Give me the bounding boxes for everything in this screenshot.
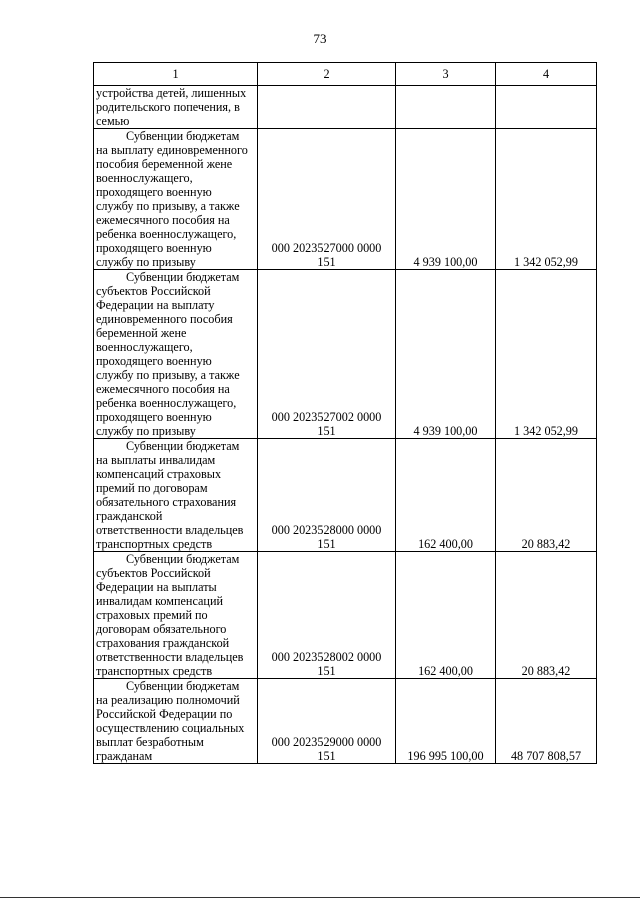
description-line: на выплаты инвалидам <box>96 453 216 467</box>
row-executed-sum: 1 342 052,99 <box>496 270 597 439</box>
table-row <box>94 129 597 270</box>
description-line: военнослужащего, <box>96 171 193 185</box>
description-line: Российской Федерации по <box>96 707 233 721</box>
table-row <box>94 86 597 129</box>
description-line: ребенка военнослужащего, <box>96 227 237 241</box>
row-assigned-sum: 196 995 100,00 <box>396 679 496 764</box>
code-line: 151 <box>317 424 336 438</box>
description-line: на реализацию полномочий <box>96 693 240 707</box>
code-line: 151 <box>317 749 336 763</box>
column-header: 2 <box>258 63 396 86</box>
description-line: Субвенции бюджетам <box>126 129 240 143</box>
description-line: родительского попечения, в <box>96 100 240 114</box>
description-line: военнослужащего, <box>96 340 193 354</box>
description-line: Субвенции бюджетам <box>126 552 240 566</box>
row-description <box>94 86 258 129</box>
description-line: компенсаций страховых <box>96 467 222 481</box>
row-executed-sum <box>496 86 597 129</box>
column-header: 3 <box>396 63 496 86</box>
table-body <box>94 86 597 764</box>
table-header-row <box>94 63 597 86</box>
description-line: службу по призыву, а также <box>96 199 240 213</box>
description-line: пособия беременной жене <box>96 157 233 171</box>
description-line: проходящего военную <box>96 410 212 424</box>
description-line: ответственности владельцев <box>96 650 244 664</box>
description-line: проходящего военную <box>96 354 212 368</box>
description-line: ежемесячного пособия на <box>96 382 230 396</box>
row-code <box>258 270 396 439</box>
description-line: Субвенции бюджетам <box>126 439 240 453</box>
row-executed-sum: 1 342 052,99 <box>496 129 597 270</box>
description-line: на выплату единовременного <box>96 143 248 157</box>
row-code <box>258 552 396 679</box>
code-line: 000 2023527000 0000 <box>271 241 382 255</box>
row-description <box>94 439 258 552</box>
bottom-rule <box>0 897 640 898</box>
description-line: осуществлению социальных <box>96 721 245 735</box>
code-line: 151 <box>317 664 336 678</box>
row-description <box>94 679 258 764</box>
row-assigned-sum: 4 939 100,00 <box>396 129 496 270</box>
description-line: субъектов Российской <box>96 566 211 580</box>
description-line: страхования гражданской <box>96 636 230 650</box>
table-row <box>94 439 597 552</box>
code-line: 000 2023529000 0000 <box>271 735 382 749</box>
description-line: единовременного пособия <box>96 312 233 326</box>
description-line: ответственности владельцев <box>96 523 244 537</box>
description-line: обязательного страхования <box>96 495 237 509</box>
description-line: гражданам <box>96 749 153 763</box>
description-line: Субвенции бюджетам <box>126 679 240 693</box>
description-line: Федерации на выплату <box>96 298 215 312</box>
description-line: устройства детей, лишенных <box>96 86 247 100</box>
description-line: Субвенции бюджетам <box>126 270 240 284</box>
description-line: выплат безработным <box>96 735 204 749</box>
description-line: премий по договорам <box>96 481 208 495</box>
row-code <box>258 86 396 129</box>
budget-table <box>93 62 597 764</box>
description-line: субъектов Российской <box>96 284 211 298</box>
description-line: Федерации на выплаты <box>96 580 217 594</box>
table-row <box>94 270 597 439</box>
description-line: проходящего военную <box>96 185 212 199</box>
description-line: ежемесячного пособия на <box>96 213 230 227</box>
row-code <box>258 439 396 552</box>
code-line: 000 2023528000 0000 <box>271 523 382 537</box>
description-line: инвалидам компенсаций <box>96 594 223 608</box>
table-row <box>94 552 597 679</box>
row-executed-sum: 20 883,42 <box>496 552 597 679</box>
description-line: семью <box>96 114 130 128</box>
description-line: ребенка военнослужащего, <box>96 396 237 410</box>
description-line: службу по призыву, а также <box>96 368 240 382</box>
row-description <box>94 270 258 439</box>
row-assigned-sum <box>396 86 496 129</box>
description-line: гражданской <box>96 509 163 523</box>
row-code <box>258 129 396 270</box>
code-line: 000 2023528002 0000 <box>271 650 382 664</box>
column-header: 1 <box>94 63 258 86</box>
row-code <box>258 679 396 764</box>
row-description <box>94 552 258 679</box>
row-executed-sum: 48 707 808,57 <box>496 679 597 764</box>
column-header: 4 <box>496 63 597 86</box>
page-number: 73 <box>313 31 327 46</box>
description-line: службу по призыву <box>96 255 196 269</box>
code-line: 151 <box>317 537 336 551</box>
description-line: проходящего военную <box>96 241 212 255</box>
row-assigned-sum: 4 939 100,00 <box>396 270 496 439</box>
description-line: договорам обязательного <box>96 622 227 636</box>
description-line: службу по призыву <box>96 424 196 438</box>
row-executed-sum: 20 883,42 <box>496 439 597 552</box>
description-line: беременной жене <box>96 326 187 340</box>
row-assigned-sum: 162 400,00 <box>396 552 496 679</box>
table-row <box>94 679 597 764</box>
description-line: страховых премий по <box>96 608 208 622</box>
code-line: 151 <box>317 255 336 269</box>
code-line: 000 2023527002 0000 <box>271 410 382 424</box>
description-line: транспортных средств <box>96 664 213 678</box>
description-line: транспортных средств <box>96 537 213 551</box>
row-assigned-sum: 162 400,00 <box>396 439 496 552</box>
row-description <box>94 129 258 270</box>
